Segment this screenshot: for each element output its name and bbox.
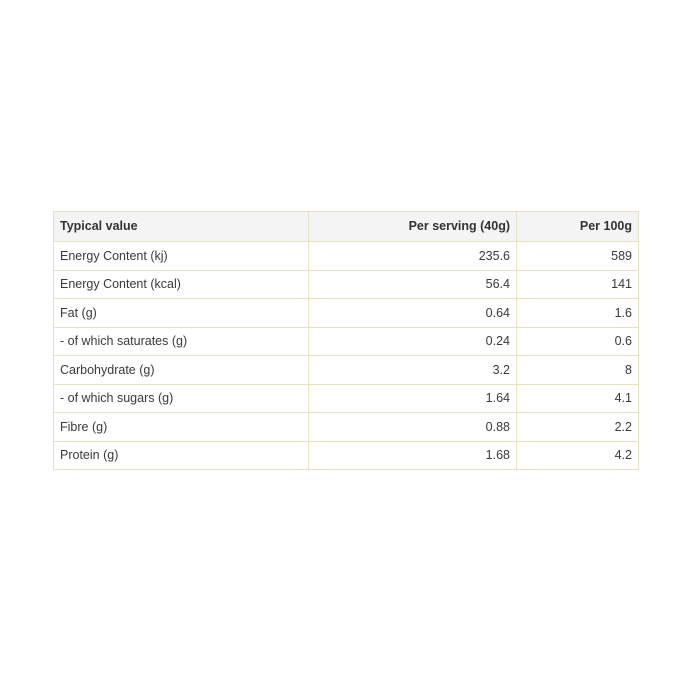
table-row (54, 242, 639, 271)
nutrient-name: Fibre (g) (54, 413, 309, 442)
per-100g-value: 8 (517, 356, 639, 385)
table-row (54, 356, 639, 385)
per-serving-value: 0.88 (309, 413, 517, 442)
table-header-row (54, 212, 639, 242)
header-per-100g: Per 100g (517, 212, 639, 242)
per-serving-value: 56.4 (309, 270, 517, 299)
per-serving-value: 1.68 (309, 441, 517, 470)
table-row (54, 327, 639, 356)
table-body (54, 242, 639, 470)
table-row (54, 441, 639, 470)
per-serving-value: 1.64 (309, 384, 517, 413)
nutrient-name: Protein (g) (54, 441, 309, 470)
nutrient-name: Energy Content (kcal) (54, 270, 309, 299)
nutrient-name: Carbohydrate (g) (54, 356, 309, 385)
per-serving-value: 0.24 (309, 327, 517, 356)
nutrition-table (53, 211, 639, 470)
header-per-serving: Per serving (40g) (309, 212, 517, 242)
table-row (54, 384, 639, 413)
per-serving-value: 3.2 (309, 356, 517, 385)
per-serving-value: 0.64 (309, 299, 517, 328)
per-100g-value: 589 (517, 242, 639, 271)
per-100g-value: 1.6 (517, 299, 639, 328)
per-100g-value: 4.2 (517, 441, 639, 470)
nutrient-name: - of which sugars (g) (54, 384, 309, 413)
table-row (54, 413, 639, 442)
nutrient-name: - of which saturates (g) (54, 327, 309, 356)
table-header (54, 212, 639, 242)
table-row (54, 270, 639, 299)
per-serving-value: 235.6 (309, 242, 517, 271)
header-typical-value: Typical value (54, 212, 309, 242)
per-100g-value: 141 (517, 270, 639, 299)
nutrient-name: Fat (g) (54, 299, 309, 328)
table-row (54, 299, 639, 328)
per-100g-value: 4.1 (517, 384, 639, 413)
per-100g-value: 0.6 (517, 327, 639, 356)
per-100g-value: 2.2 (517, 413, 639, 442)
nutrient-name: Energy Content (kj) (54, 242, 309, 271)
